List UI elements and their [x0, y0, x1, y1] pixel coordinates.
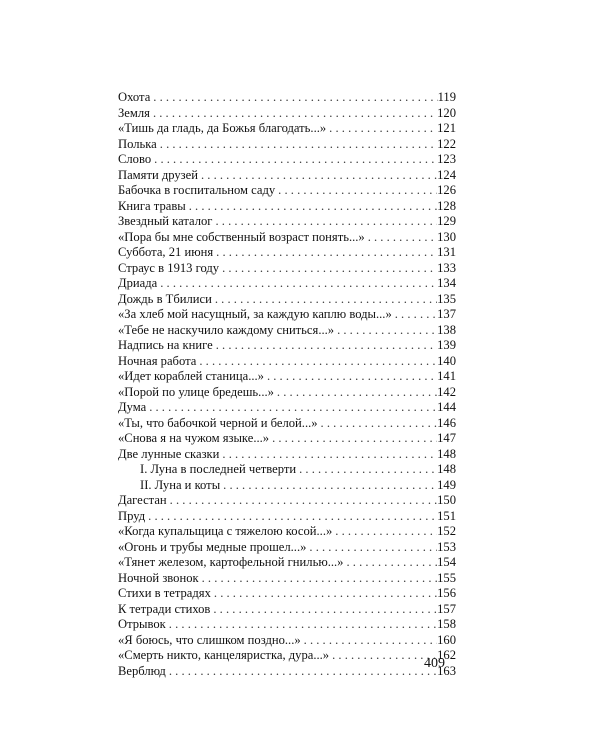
toc-dot-leader [166, 664, 437, 680]
toc-entry [118, 416, 456, 432]
toc-dot-leader [332, 524, 437, 540]
page-number: 409 [424, 656, 445, 671]
toc-entry [118, 214, 456, 230]
toc-entry [118, 664, 456, 680]
toc-entry-title: Полька [118, 136, 157, 151]
toc-entry-page: 158 [437, 617, 456, 631]
toc-entry-page: 154 [437, 555, 456, 569]
toc-entry [118, 137, 456, 153]
toc-entry-title: II. Луна и коты [140, 477, 221, 492]
toc-entry-page: 135 [437, 291, 456, 306]
toc-dot-leader [167, 493, 437, 509]
toc-entry-page: 163 [437, 663, 456, 678]
toc-dot-leader [186, 199, 437, 215]
toc-entry-title: «Тебе не наскучило каждому сниться...» [118, 322, 335, 337]
toc-entry-title: «Снова я на чужом языке...» [118, 431, 270, 445]
toc-entry-page: 142 [437, 384, 456, 399]
toc-entry-title: «За хлеб мой насущный, за каждую каплю воды...» [118, 307, 392, 321]
toc-entry-title: «Ты, что бабочкой черной и белой...» [118, 415, 318, 430]
toc-entry-page: 126 [437, 183, 456, 197]
toc-entry-page: 162 [437, 648, 456, 662]
toc-dot-leader [274, 385, 437, 401]
toc-dot-leader [318, 416, 438, 432]
toc-entry-title: Верблюд [118, 663, 166, 678]
toc-entry [118, 586, 456, 602]
toc-dot-leader [210, 602, 437, 618]
toc-entry-page: 160 [437, 632, 456, 647]
toc-entry [118, 571, 456, 587]
toc-entry-title: Охота [118, 90, 151, 104]
toc-dot-leader [365, 230, 437, 246]
toc-entry-title: «Когда купальщица с тяжелою косой...» [118, 524, 333, 538]
toc-dot-leader [145, 509, 437, 525]
toc-entry-title: «Порой по улице бредешь...» [118, 384, 274, 399]
toc-entry [118, 617, 456, 633]
toc-entry-title: Книга травы [118, 198, 186, 213]
toc-dot-leader [199, 571, 437, 587]
toc-entry-page: 120 [437, 105, 456, 120]
toc-entry [118, 90, 456, 106]
toc-dot-leader [146, 400, 437, 416]
toc-entry-page: 131 [437, 245, 456, 259]
toc-entry-page: 152 [437, 524, 456, 538]
toc-entry-page: 119 [437, 90, 456, 104]
toc-entry [118, 509, 456, 525]
toc-dot-leader [213, 245, 437, 261]
toc-dot-leader [264, 369, 437, 385]
toc-entry-page: 151 [437, 508, 456, 523]
toc-entry-page: 138 [437, 322, 456, 337]
toc-entry-title: Дриада [118, 276, 158, 290]
toc-entry-page: 124 [437, 167, 456, 182]
toc-entry-title: Ночной звонок [118, 570, 199, 585]
toc-entry-page: 130 [437, 229, 456, 244]
toc-subentry [118, 462, 456, 478]
toc-entry-title: Отрывок [118, 617, 166, 631]
toc-entry-title: Памяти друзей [118, 167, 198, 182]
toc-entry-title: Земля [118, 105, 150, 120]
toc-dot-leader [150, 90, 437, 106]
toc-entry [118, 261, 456, 277]
toc-entry-page: 146 [437, 415, 456, 430]
toc-entry-title: Звездный каталог [118, 214, 213, 228]
toc-entry-page: 153 [437, 539, 456, 554]
toc-entry-title: Две лунные сказки [118, 446, 220, 461]
toc-entry-page: 149 [437, 477, 456, 492]
toc-entry-page: 144 [437, 400, 456, 414]
toc-dot-leader [198, 168, 437, 184]
toc-dot-leader [150, 106, 437, 122]
toc-subentry [118, 478, 456, 494]
toc-entry-title: «Тянет железом, картофельной гнилью...» [118, 555, 344, 569]
toc-dot-leader [211, 586, 437, 602]
toc-entry-title: К тетради стихов [118, 601, 211, 616]
toc-entry-page: 150 [437, 493, 456, 507]
toc-entry [118, 292, 456, 308]
toc-dot-leader [220, 478, 437, 494]
toc-entry [118, 493, 456, 509]
toc-entry-page: 147 [437, 431, 456, 445]
toc-dot-leader [219, 261, 437, 277]
toc-entry-title: «Я боюсь, что слишком поздно...» [118, 632, 301, 647]
toc-dot-leader [343, 555, 437, 571]
toc-entry [118, 276, 456, 292]
toc-entry-title: «Идет кораблей станица...» [118, 369, 264, 383]
toc-dot-leader [275, 183, 437, 199]
toc-entry-page: 148 [437, 446, 456, 461]
toc-entry [118, 447, 456, 463]
toc-entry-title: Стихи в тетрадях [118, 586, 211, 600]
toc-entry-page: 157 [437, 601, 456, 616]
toc-dot-leader [212, 214, 437, 230]
toc-entry-page: 134 [437, 276, 456, 290]
toc-entry [118, 199, 456, 215]
toc-dot-leader [301, 633, 437, 649]
toc-entry [118, 307, 456, 323]
toc-entry-title: «Огонь и трубы медные прошел...» [118, 539, 307, 554]
toc-entry [118, 385, 456, 401]
toc-entry [118, 369, 456, 385]
toc-entry-page: 123 [437, 152, 456, 166]
toc-entry-title: Дождь в Тбилиси [118, 291, 212, 306]
toc-entry-title: Бабочка в госпитальном саду [118, 183, 276, 197]
toc-dot-leader [296, 462, 437, 478]
toc-dot-leader [157, 276, 437, 292]
toc-entry [118, 338, 456, 354]
toc-dot-leader [306, 540, 437, 556]
toc-entry-title: Пруд [118, 508, 146, 523]
toc-entry-title: Дума [118, 400, 147, 414]
toc-dot-leader [326, 121, 437, 137]
toc-entry [118, 245, 456, 261]
toc-entry-page: 121 [437, 121, 456, 135]
toc-dot-leader [329, 648, 437, 664]
toc-entry [118, 230, 456, 246]
table-of-contents [118, 90, 456, 679]
toc-dot-leader [213, 338, 437, 354]
toc-entry [118, 602, 456, 618]
toc-entry-page: 128 [437, 198, 456, 213]
toc-entry-page: 140 [437, 353, 456, 368]
toc-entry-page: 137 [437, 307, 456, 321]
toc-entry-page: 133 [437, 260, 456, 275]
toc-entry [118, 524, 456, 540]
toc-entry-page: 141 [437, 369, 456, 383]
toc-dot-leader [212, 292, 437, 308]
toc-entry-title: «Пора бы мне собственный возраст понять...» [118, 229, 365, 244]
toc-dot-leader [219, 447, 437, 463]
toc-entry-title: Дагестан [118, 493, 167, 507]
toc-entry-title: Слово [118, 152, 152, 166]
toc-dot-leader [334, 323, 437, 339]
toc-entry [118, 633, 456, 649]
toc-entry [118, 121, 456, 137]
toc-entry [118, 555, 456, 571]
toc-entry-page: 139 [437, 338, 456, 352]
toc-entry-title: Суббота, 21 июня [118, 245, 214, 259]
toc-entry-page: 148 [437, 462, 456, 476]
toc-entry [118, 648, 456, 664]
toc-dot-leader [151, 152, 437, 168]
toc-entry-title: «Смерть никто, канцеляристка, дура...» [118, 648, 330, 662]
toc-entry [118, 400, 456, 416]
toc-entry [118, 323, 456, 339]
toc-entry [118, 354, 456, 370]
toc-entry-page: 129 [437, 214, 456, 228]
toc-entry [118, 183, 456, 199]
toc-dot-leader [157, 137, 437, 153]
toc-entry [118, 106, 456, 122]
toc-dot-leader [166, 617, 437, 633]
toc-entry-title: «Тишь да гладь, да Божья благодать...» [118, 121, 327, 135]
toc-entry-title: Надпись на книге [118, 338, 213, 352]
toc-entry [118, 431, 456, 447]
toc-entry-title: Ночная работа [118, 353, 197, 368]
toc-entry [118, 152, 456, 168]
toc-dot-leader [392, 307, 437, 323]
toc-dot-leader [196, 354, 437, 370]
toc-entry-page: 155 [437, 570, 456, 585]
toc-entry-title: Страус в 1913 году [118, 260, 220, 275]
toc-entry-page: 122 [437, 136, 456, 151]
toc-entry [118, 168, 456, 184]
toc-entry [118, 540, 456, 556]
toc-dot-leader [269, 431, 437, 447]
toc-entry-title: I. Луна в последней четверти [140, 462, 297, 476]
toc-entry-page: 156 [437, 586, 456, 600]
